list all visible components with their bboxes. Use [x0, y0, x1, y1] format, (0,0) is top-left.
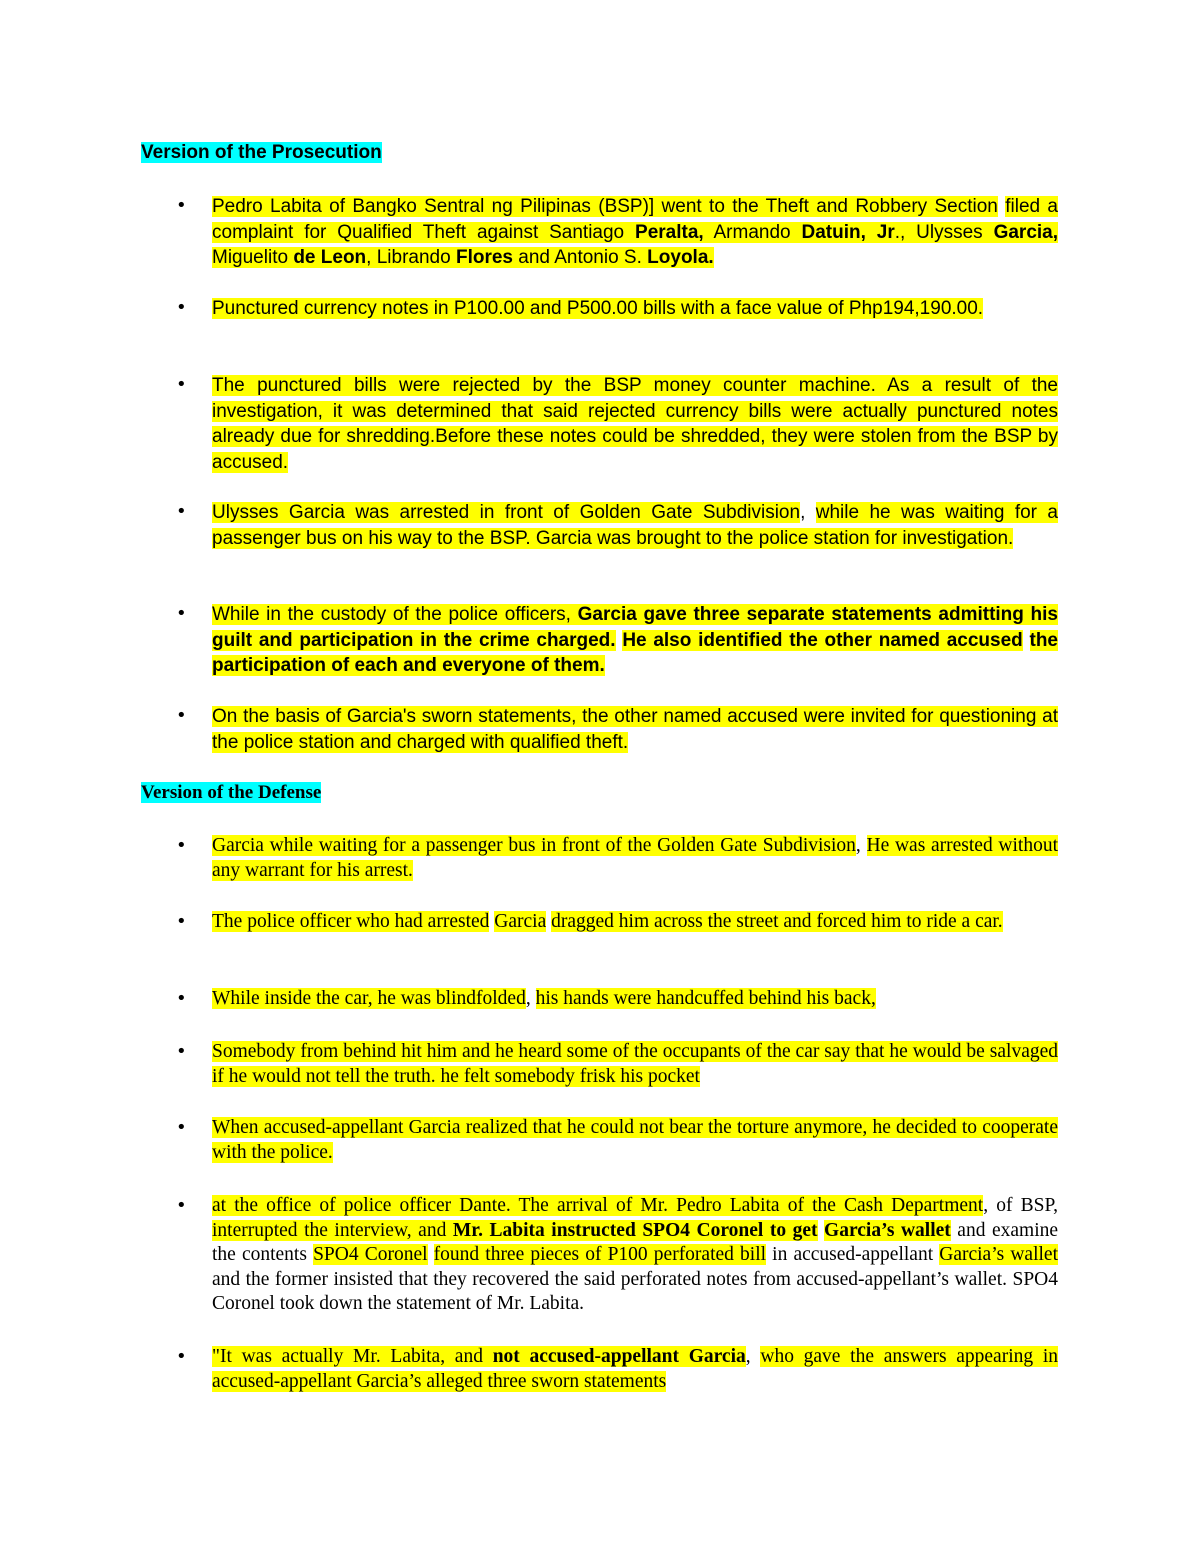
defense-list-item [212, 834, 1058, 883]
text-segment: He was arrested without any warrant for his arrest. [212, 835, 1059, 881]
text-segment: Peralta, [635, 221, 704, 243]
text-segment: Armando [703, 221, 802, 243]
text-segment: Garcia gave three separate statements admitting his guilt and participation in the crime charged. [212, 604, 1059, 651]
text-segment: Garcia [494, 911, 547, 932]
prosecution-list-item [212, 704, 1058, 755]
defense-list-item [212, 1116, 1058, 1165]
text-segment: He also identified the other named accused [622, 629, 1023, 651]
text-segment: who gave the answers appearing in accused-appellant Garcia’s alleged three sworn statements [212, 1346, 1059, 1392]
bullet-dot-icon: • [176, 1195, 187, 1216]
text-segment: , Librando [366, 247, 456, 268]
text-segment: not accused-appellant Garcia [492, 1346, 746, 1367]
bullet-dot-icon: • [176, 835, 187, 856]
text-segment: , [800, 502, 816, 523]
text-segment: filed a complaint for Qualified Theft against Santiago [212, 196, 1059, 243]
prosecution-list-item [212, 602, 1058, 679]
text-segment: Garcia, [993, 221, 1059, 243]
text-segment: Mr. Labita instructed SPO4 Coronel to get [452, 1219, 818, 1241]
defense-list-item [212, 987, 1058, 1012]
text-segment: Pedro Labita of Bangko Sentral ng Pilipinas (BSP)] went to the Theft and Robbery Section [212, 196, 998, 217]
text-segment: his hands were handcuffed behind his back, [535, 988, 876, 1009]
text-segment: , [745, 1346, 761, 1367]
text-segment: Flores [455, 247, 513, 268]
bullet-dot-icon: • [176, 1346, 187, 1367]
text-segment: interrupted the interview, and [212, 1219, 453, 1241]
text-segment: The punctured bills were rejected by the BSP money counter machine. As a result of the investigation, it was determined that said rejected currency bills were actually punctured notes already due for shredding.Before these notes could be shredded, they were stolen from the BSP by accused. [212, 375, 1058, 473]
text-segment: at the office of police officer Dante. The arrival of Mr. Pedro Labita of the Cash Department [212, 1195, 984, 1216]
bullet-dot-icon: • [176, 501, 187, 522]
text-segment: Loyola. [647, 247, 714, 268]
text-segment: Ulysses Garcia was arrested in front of Golden Gate Subdivision [212, 502, 801, 523]
defense-list-item [212, 1345, 1058, 1394]
bullet-dot-icon: • [176, 297, 187, 318]
bullet-dot-icon: • [176, 374, 187, 395]
text-segment: While in the custody of the police officers, [212, 604, 578, 625]
prosecution-heading: Version of the Prosecution [141, 142, 382, 163]
defense-list-item [212, 1040, 1058, 1089]
bullet-dot-icon: • [176, 911, 187, 932]
text-segment: Miguelito [212, 247, 294, 268]
text-segment: "It was actually Mr. Labita, and [212, 1346, 493, 1367]
text-segment: SPO4 Coronel [313, 1244, 428, 1265]
text-segment: ., Ulysses [894, 221, 994, 243]
bullet-dot-icon: • [176, 1117, 187, 1138]
text-segment: in accused-appellant [766, 1244, 940, 1265]
text-segment: dragged him across the street and forced him to ride a car. [551, 911, 1003, 932]
defense-list-item [212, 1194, 1058, 1317]
prosecution-list-item [212, 373, 1058, 475]
prosecution-list-item [212, 296, 1058, 322]
text-segment: , [525, 988, 536, 1009]
text-segment: and Antonio S. [513, 247, 648, 268]
text-segment: Garcia’s wallet [939, 1244, 1058, 1265]
text-segment: On the basis of Garcia's sworn statements, the other named accused were invited for questioning at the police station and charged with qualified theft. [212, 706, 1058, 753]
text-segment: , [855, 835, 867, 856]
prosecution-list-item [212, 500, 1058, 551]
text-segment: Datuin, Jr [801, 221, 895, 243]
text-segment: , of BSP, [983, 1195, 1058, 1216]
prosecution-list-item [212, 194, 1058, 271]
text-segment: Garcia while waiting for a passenger bus in front of the Golden Gate Subdivision [212, 835, 856, 856]
text-segment: and examine the contents [212, 1219, 1059, 1265]
bullet-dot-icon: • [176, 705, 187, 726]
text-segment: the participation of each and everyone of them. [212, 629, 1058, 676]
text-segment: While inside the car, he was blindfolded [212, 988, 526, 1009]
text-segment: found three pieces of P100 perforated bill [433, 1244, 767, 1265]
bullet-dot-icon: • [176, 603, 187, 624]
defense-heading: Version of the Defense [141, 782, 322, 803]
defense-list-item [212, 910, 1058, 935]
bullet-dot-icon: • [176, 1041, 187, 1062]
text-segment [1023, 630, 1030, 651]
text-segment: When accused-appellant Garcia realized that he could not bear the torture anymore, he decided to cooperate with the police. [212, 1117, 1058, 1163]
text-segment: Somebody from behind hit him and he heard some of the occupants of the car say that he would be salvaged if he would not tell the truth. he felt somebody frisk his pocket [212, 1041, 1058, 1087]
text-segment: The police officer who had arrested [212, 911, 490, 932]
text-segment: de Leon [293, 247, 367, 268]
text-segment: and the former insisted that they recovered the said perforated notes from accused-appellant’s wallet. SPO4 Coronel took down the statement of Mr. Labita. [212, 1268, 1058, 1314]
bullet-dot-icon: • [176, 195, 187, 216]
bullet-dot-icon: • [176, 988, 187, 1009]
text-segment: Punctured currency notes in P100.00 and P500.00 bills with a face value of Php194,190.00. [212, 298, 984, 319]
text-segment: Garcia’s wallet [824, 1219, 951, 1241]
text-segment [428, 1244, 434, 1265]
text-segment: while he was waiting for a passenger bus on his way to the BSP. Garcia was brought to the police station for investigation. [212, 502, 1058, 549]
